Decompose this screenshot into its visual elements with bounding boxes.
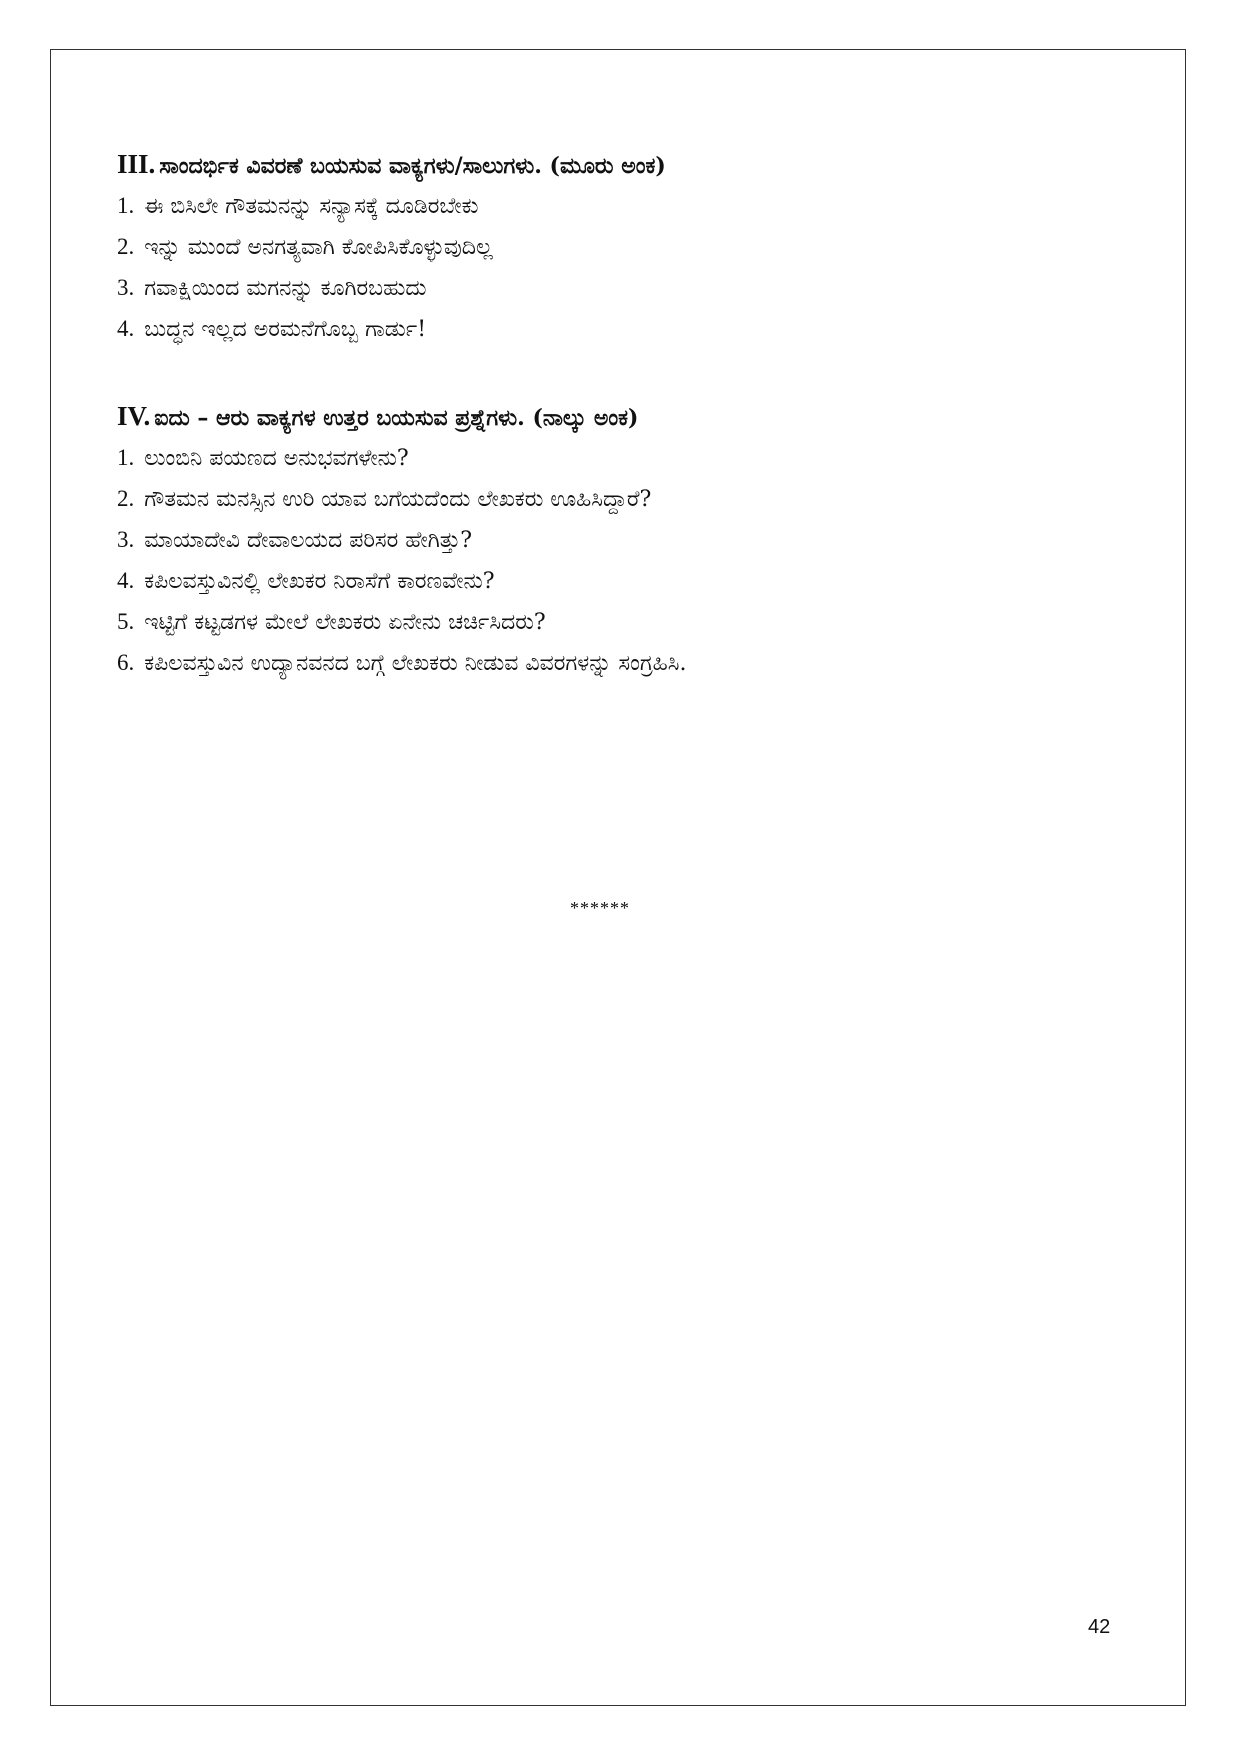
list-item bbox=[117, 479, 1157, 520]
section-separator: ****** bbox=[570, 898, 630, 918]
item-text: ಇಟ್ಟಿಗೆ ಕಟ್ಟಡಗಳ ಮೇಲೆ ಲೇಖಕರು ಏನೇನು ಚರ್ಚಿಸಿದರು? bbox=[144, 610, 546, 635]
list-item bbox=[117, 309, 1157, 350]
section-numeral: IV. bbox=[117, 401, 151, 431]
page-number: 42 bbox=[1088, 1616, 1111, 1638]
list-item bbox=[117, 561, 1157, 602]
list-item bbox=[117, 438, 1157, 479]
item-number: 4. bbox=[117, 316, 135, 341]
item-text: ಇನ್ನು ಮುಂದೆ ಅನಗತ್ಯವಾಗಿ ಕೋಪಿಸಿಕೊಳ್ಳುವುದಿಲ್ಲ bbox=[144, 235, 493, 260]
list-item bbox=[117, 643, 1157, 684]
list-item bbox=[117, 186, 1157, 227]
list-item bbox=[117, 520, 1157, 561]
item-text: ಲುಂಬಿನಿ ಪಯಣದ ಅನುಭವಗಳೇನು? bbox=[144, 446, 409, 471]
section-three-heading bbox=[117, 144, 1157, 186]
item-text: ಈ ಬಿಸಿಲೇ ಗೌತಮನನ್ನು ಸನ್ಯಾಸಕ್ಕೆ ದೂಡಿರಬೇಕು bbox=[144, 194, 479, 219]
list-item bbox=[117, 227, 1157, 268]
item-text: ಗವಾಕ್ಷಿಯಿಂದ ಮಗನನ್ನು ಕೂಗಿರಬಹುದು bbox=[144, 276, 427, 301]
item-text: ಕಪಿಲವಸ್ತುವಿನ ಉದ್ಯಾನವನದ ಬಗ್ಗೆ ಲೇಖಕರು ನೀಡುವ ವಿವರಗಳನ್ನು ಸಂಗ್ರಹಿಸಿ. bbox=[144, 651, 687, 676]
item-number: 3. bbox=[117, 275, 135, 300]
item-number: 5. bbox=[117, 609, 135, 634]
section-four-heading bbox=[117, 396, 1157, 438]
section-four bbox=[117, 396, 1157, 684]
item-text: ಬುದ್ಧನ ಇಲ್ಲದ ಅರಮನೆಗೊಬ್ಬ ಗಾರ್ಡು! bbox=[144, 317, 427, 342]
item-number: 1. bbox=[117, 445, 135, 470]
item-number: 4. bbox=[117, 568, 135, 593]
section-numeral: III. bbox=[117, 149, 156, 179]
item-text: ಗೌತಮನ ಮನಸ್ಸಿನ ಉರಿ ಯಾವ ಬಗೆಯದೆಂದು ಲೇಖಕರು ಊಹಿಸಿದ್ದಾರೆ? bbox=[144, 487, 652, 512]
item-number: 2. bbox=[117, 234, 135, 259]
item-text: ಮಾಯಾದೇವಿ ದೇವಾಲಯದ ಪರಿಸರ ಹೇಗಿತ್ತು? bbox=[144, 528, 473, 553]
item-number: 1. bbox=[117, 193, 135, 218]
section-title: ಐದು – ಆರು ವಾಕ್ಯಗಳ ಉತ್ತರ ಬಯಸುವ ಪ್ರಶ್ನೆಗಳು. (ನಾಲ್ಕು ಅಂಕ) bbox=[154, 405, 639, 431]
section-three bbox=[117, 144, 1157, 350]
list-item bbox=[117, 602, 1157, 643]
section-title: ಸಾಂದರ್ಭಿಕ ವಿವರಣೆ ಬಯಸುವ ವಾಕ್ಯಗಳು/ಸಾಲುಗಳು. (ಮೂರು ಅಂಕ) bbox=[159, 153, 666, 179]
item-text: ಕಪಿಲವಸ್ತುವಿನಲ್ಲಿ ಲೇಖಕರ ನಿರಾಸೆಗೆ ಕಾರಣವೇನು? bbox=[144, 569, 495, 594]
item-number: 2. bbox=[117, 486, 135, 511]
item-number: 6. bbox=[117, 650, 135, 675]
list-item bbox=[117, 268, 1157, 309]
item-number: 3. bbox=[117, 527, 135, 552]
